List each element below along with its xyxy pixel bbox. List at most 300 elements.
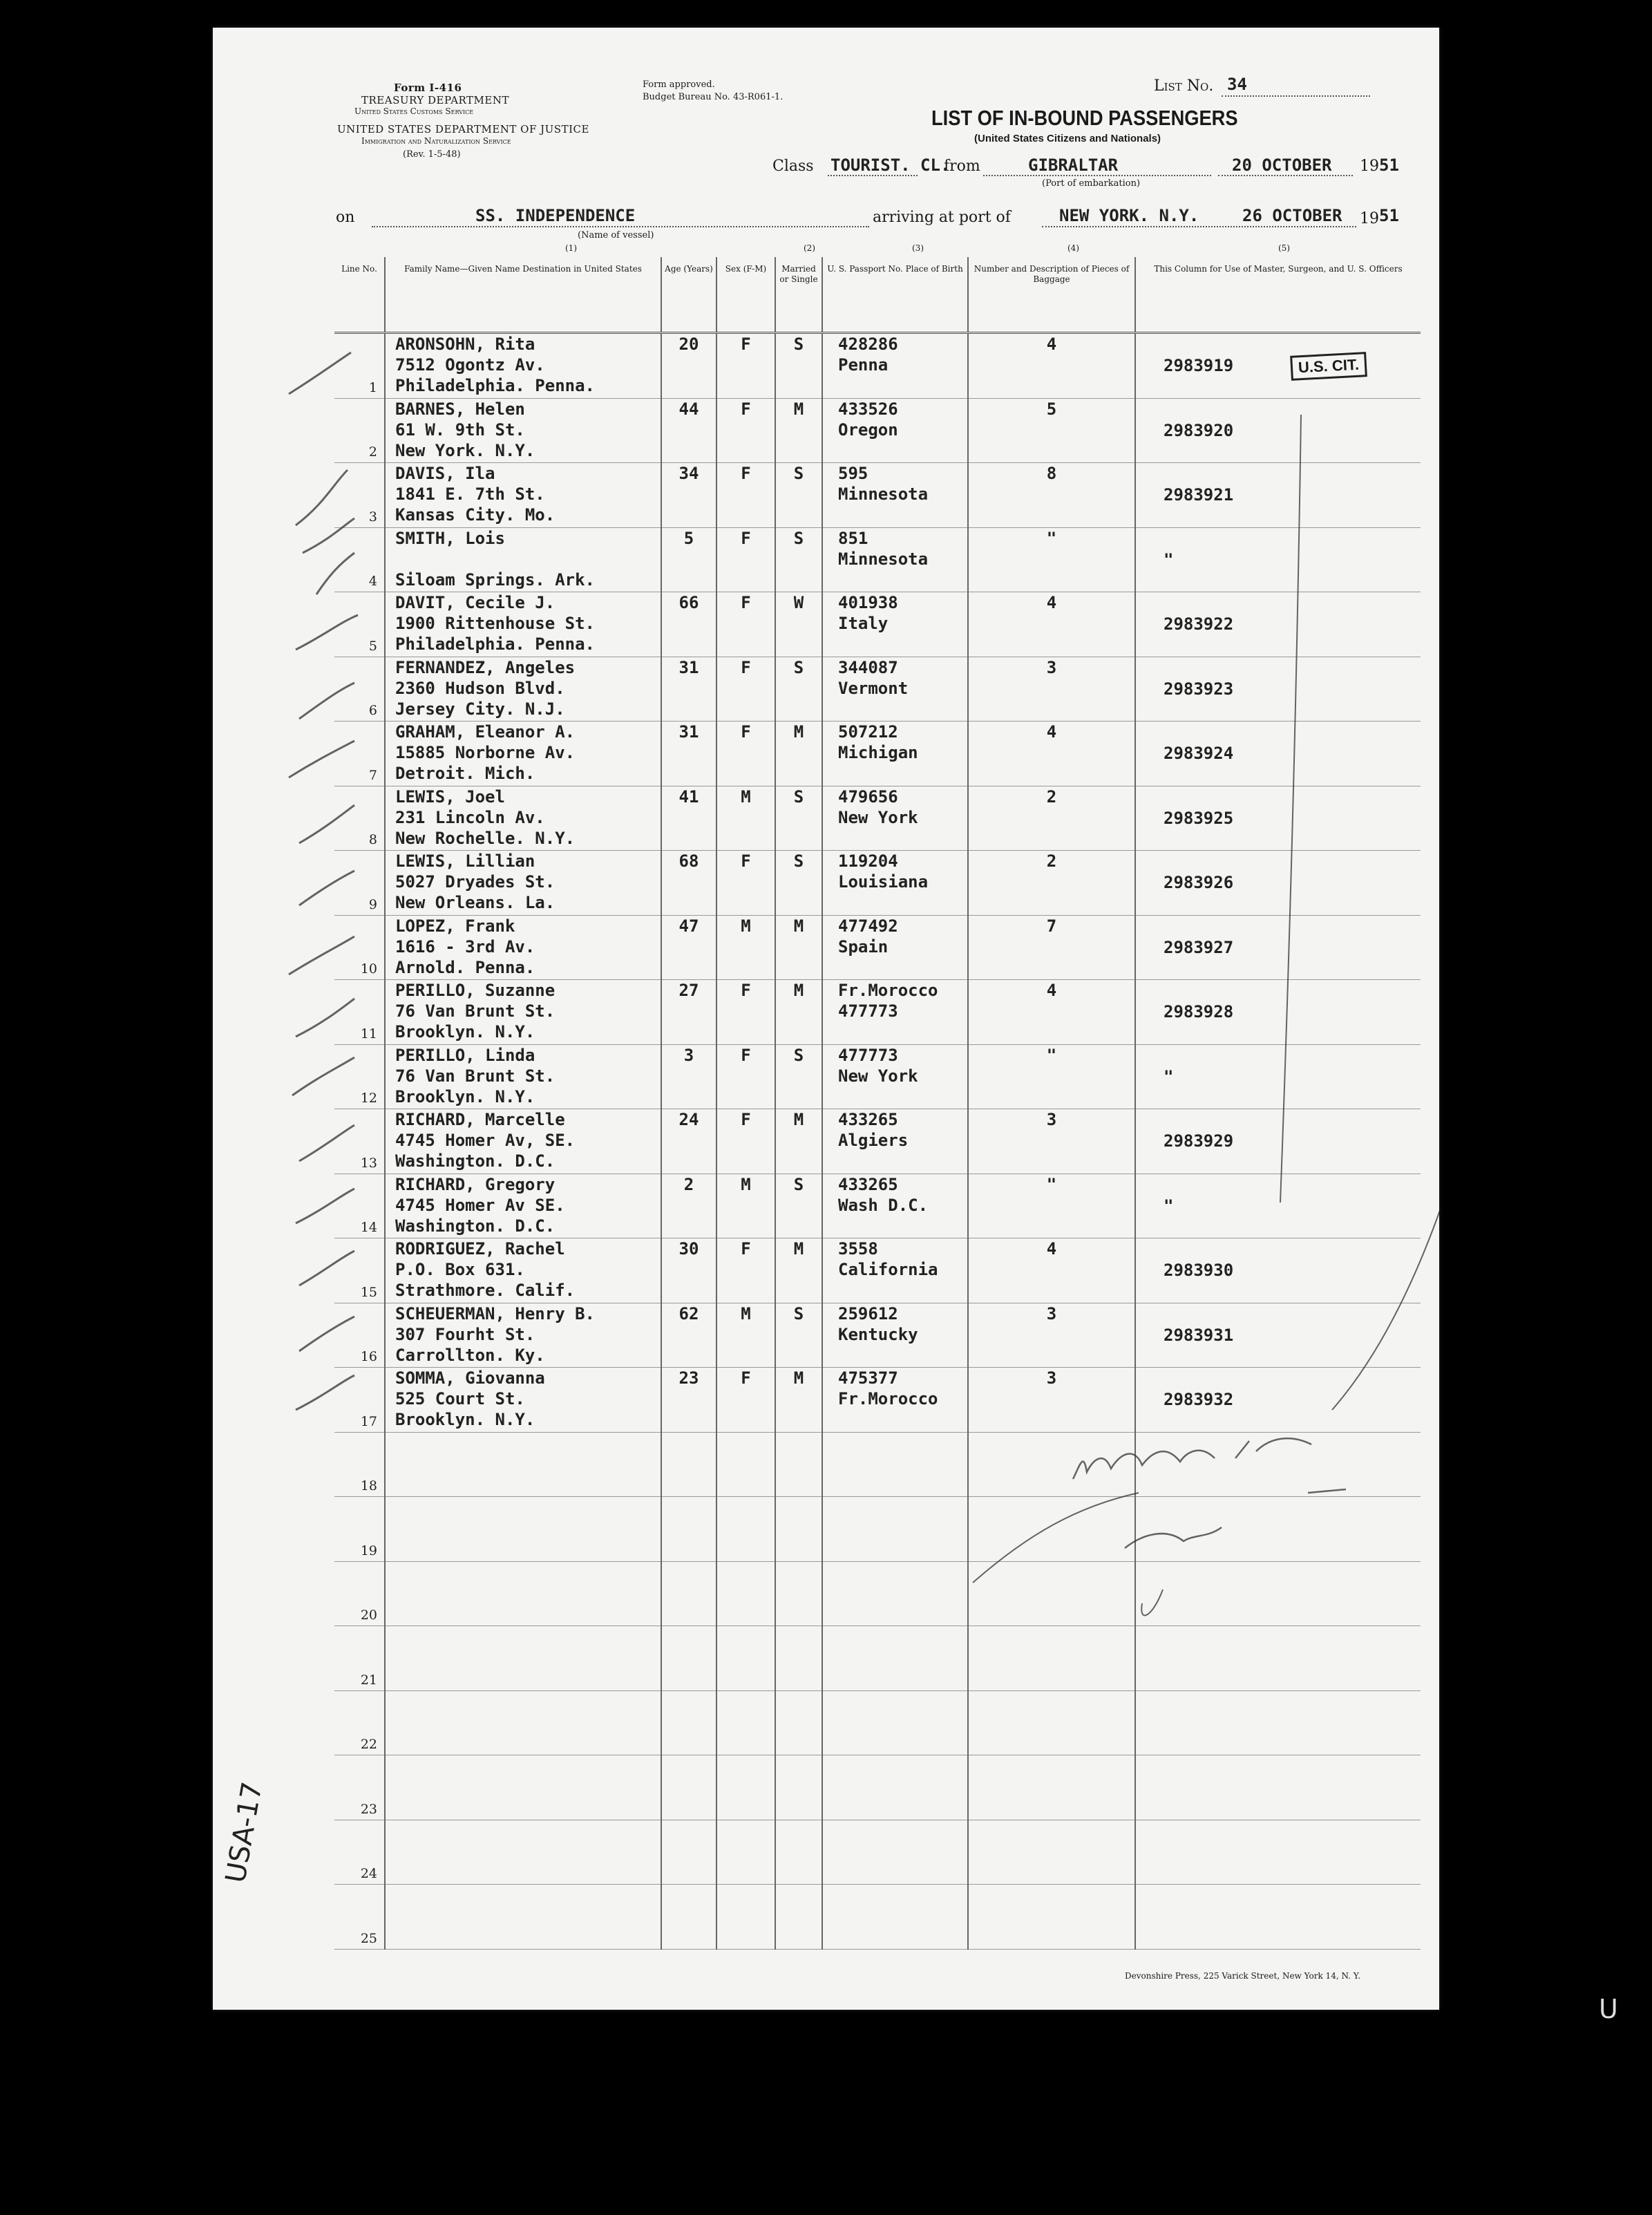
- passenger-name: LOPEZ, Frank: [395, 916, 515, 936]
- address-line-1: 307 Fourht St.: [395, 1324, 535, 1344]
- passenger-sex: F: [741, 1110, 751, 1129]
- table-cell: [775, 1690, 822, 1755]
- passenger-sex: [717, 1755, 775, 1776]
- address-line-1: 1900 Rittenhouse St.: [395, 614, 595, 633]
- passenger-sex: [717, 1497, 775, 1518]
- address-line-2: [395, 1797, 661, 1818]
- place-of-birth: [838, 1776, 967, 1797]
- page-title: LIST OF IN-BOUND PASSENGERS: [931, 106, 1238, 130]
- table-cell: [716, 527, 775, 592]
- class-label: Class: [772, 158, 814, 175]
- address-line-2: Detroit. Mich.: [395, 764, 535, 783]
- passenger-age: [662, 1626, 716, 1647]
- row-line-number: 7: [368, 767, 377, 783]
- address-line-2: Washington. D.C.: [395, 1216, 556, 1236]
- table-cell: [775, 592, 822, 657]
- address-line-1: P.O. Box 631.: [395, 1260, 525, 1279]
- address-line-1: 5027 Dryades St.: [395, 872, 556, 892]
- passport-number: [838, 1885, 967, 1905]
- table-cell: [385, 527, 661, 592]
- officer-number: 2983924: [1164, 744, 1234, 764]
- table-cell: [1135, 851, 1421, 916]
- class-value: TOURIST. CL.: [830, 155, 951, 175]
- passenger-name: PERILLO, Suzanne: [395, 981, 556, 1000]
- baggage-count: 4: [1046, 593, 1057, 612]
- address-line-2: [395, 1474, 661, 1495]
- address-line-1: 2360 Hudson Blvd.: [395, 678, 565, 698]
- address-line-2: [395, 1733, 661, 1753]
- table-cell: [775, 463, 822, 528]
- passenger-name: BARNES, Helen: [395, 399, 525, 419]
- marital-status: M: [793, 1368, 804, 1388]
- table-row: [334, 1626, 1421, 1691]
- marital-status: [776, 1497, 822, 1518]
- place-of-birth: Michigan: [838, 743, 918, 762]
- passenger-name: SOMMA, Giovanna: [395, 1368, 545, 1388]
- table-cell: [1135, 1755, 1421, 1820]
- officer-number: 2983932: [1164, 1390, 1234, 1410]
- table-cell: [822, 1690, 968, 1755]
- table-cell: [385, 1238, 661, 1303]
- table-cell: [385, 1690, 661, 1755]
- passport-number: 428286: [838, 334, 898, 354]
- baggage-count: 5: [1046, 399, 1057, 419]
- table-cell: [1135, 1432, 1421, 1497]
- table-cell: [822, 722, 968, 786]
- table-cell: [822, 1885, 968, 1950]
- table-cell: [968, 333, 1135, 399]
- departure-date: 20 OCTOBER: [1232, 155, 1332, 175]
- vessel-name: SS. INDEPENDENCE: [475, 206, 636, 225]
- baggage-count: 4: [1046, 1239, 1057, 1259]
- table-row: [334, 1044, 1421, 1109]
- address-line-2: Carrollton. Ky.: [395, 1345, 545, 1365]
- table-cell: [1135, 1820, 1421, 1885]
- table-cell: [716, 1497, 775, 1562]
- column-number: (4): [1067, 243, 1079, 253]
- col-header-sex: Sex (F-M): [716, 257, 775, 333]
- table-row: [334, 1174, 1421, 1238]
- row-line-number: 22: [360, 1737, 377, 1752]
- row-line-number: 1: [368, 379, 377, 395]
- table-cell: [968, 915, 1135, 980]
- table-cell: [385, 851, 661, 916]
- officer-number: [1164, 1713, 1421, 1733]
- row-line-number: 17: [360, 1413, 377, 1429]
- baggage-count: [969, 1691, 1134, 1712]
- baggage-count: 3: [1046, 1303, 1057, 1323]
- place-of-birth: Louisiana: [838, 872, 929, 892]
- passport-number: 433265: [838, 1174, 898, 1194]
- table-cell: [716, 980, 775, 1045]
- table-row: [334, 657, 1421, 722]
- passenger-name: SMITH, Lois: [395, 528, 505, 548]
- passenger-manifest-page: [213, 28, 1439, 2010]
- table-cell: [334, 851, 385, 916]
- table-row: [334, 980, 1421, 1045]
- address-line-1: 1841 E. 7th St.: [395, 484, 545, 504]
- table-cell: [334, 592, 385, 657]
- passenger-age: 44: [678, 399, 699, 419]
- passenger-sex: F: [741, 981, 751, 1000]
- table-cell: [822, 333, 968, 399]
- table-cell: [822, 1044, 968, 1109]
- table-cell: [775, 1820, 822, 1885]
- baggage-count: ": [1046, 528, 1057, 548]
- table-cell: [1135, 1109, 1421, 1174]
- table-cell: [661, 1885, 716, 1950]
- table-cell: [385, 1885, 661, 1950]
- address-line-1: [395, 1905, 661, 1926]
- officer-number: [1164, 1518, 1421, 1539]
- table-cell: [385, 333, 661, 399]
- table-cell: [334, 1432, 385, 1497]
- table-cell: [1135, 722, 1421, 786]
- col-header-line: Line No.: [334, 257, 385, 333]
- table-cell: [775, 657, 822, 722]
- table-row: [334, 786, 1421, 851]
- table-cell: [1135, 1561, 1421, 1626]
- marital-status: [776, 1562, 822, 1583]
- table-cell: [775, 1368, 822, 1433]
- table-cell: [1135, 915, 1421, 980]
- class-line: [828, 175, 918, 176]
- officer-number: [1164, 1583, 1421, 1604]
- passenger-sex: M: [741, 916, 751, 936]
- address-line-2: New Orleans. La.: [395, 893, 556, 912]
- passport-number: 119204: [838, 851, 898, 871]
- address-line-1: [395, 1841, 661, 1862]
- table-cell: [1135, 980, 1421, 1045]
- marital-status: S: [793, 657, 804, 677]
- marital-status: S: [793, 786, 804, 807]
- table-cell: [822, 1174, 968, 1238]
- table-cell: [1135, 1626, 1421, 1691]
- table-cell: [822, 1109, 968, 1174]
- table-cell: [385, 1303, 661, 1368]
- passenger-age: 34: [678, 464, 699, 483]
- address-line-1: 61 W. 9th St.: [395, 420, 525, 440]
- place-of-birth: 477773: [838, 1001, 898, 1021]
- table-cell: [661, 1238, 716, 1303]
- treasury-department: TREASURY DEPARTMENT: [361, 94, 509, 106]
- table-cell: [968, 786, 1135, 851]
- place-of-birth: [838, 1647, 967, 1668]
- col-header-baggage: Number and Description of Pieces of Baggage: [968, 257, 1135, 333]
- row-line-number: 20: [360, 1608, 377, 1623]
- address-line-2: New York. N.Y.: [395, 440, 535, 460]
- marital-status: S: [793, 334, 804, 354]
- place-of-birth: [838, 1712, 967, 1733]
- table-cell: [334, 657, 385, 722]
- arrival-date: 26 OCTOBER: [1242, 206, 1342, 225]
- table-cell: [661, 463, 716, 528]
- table-cell: [775, 851, 822, 916]
- table-cell: [334, 1885, 385, 1950]
- baggage-count: 3: [1046, 1110, 1057, 1129]
- baggage-count: [969, 1626, 1134, 1647]
- table-row: [334, 1109, 1421, 1174]
- address-line-1: 1616 - 3rd Av.: [395, 936, 535, 956]
- place-of-birth: Oregon: [838, 420, 898, 440]
- baggage-count: 3: [1046, 657, 1057, 677]
- officer-number: [1164, 1648, 1421, 1668]
- table-cell: [661, 1497, 716, 1562]
- passenger-name: PERILLO, Linda: [395, 1045, 535, 1065]
- table-cell: [968, 1885, 1135, 1950]
- table-cell: [716, 333, 775, 399]
- table-cell: [716, 1885, 775, 1950]
- row-line-number: 23: [360, 1801, 377, 1817]
- marital-status: [776, 1691, 822, 1712]
- table-row: [334, 333, 1421, 399]
- passenger-sex: M: [741, 786, 751, 807]
- arriving-label: arriving at port of: [873, 209, 1011, 226]
- baggage-count: [969, 1885, 1134, 1905]
- table-cell: [775, 1561, 822, 1626]
- passenger-name: [395, 1755, 661, 1776]
- customs-service: United States Customs Service: [354, 106, 474, 116]
- passenger-age: [662, 1885, 716, 1905]
- passport-number: 259612: [838, 1303, 898, 1323]
- passenger-sex: F: [741, 722, 751, 742]
- passenger-name: [395, 1885, 661, 1905]
- passenger-name: [395, 1497, 661, 1518]
- baggage-count: [969, 1562, 1134, 1583]
- marital-status: [776, 1626, 822, 1647]
- table-cell: [1135, 333, 1421, 399]
- table-cell: [968, 1303, 1135, 1368]
- arrival-port: NEW YORK. N.Y.: [1059, 206, 1199, 225]
- arrival-line: [1042, 226, 1356, 227]
- row-line-number: 9: [368, 896, 377, 912]
- table-cell: [334, 1497, 385, 1562]
- address-line-1: 7512 Ogontz Av.: [395, 355, 545, 375]
- table-cell: [822, 1626, 968, 1691]
- table-cell: [822, 1238, 968, 1303]
- table-cell: [968, 1755, 1135, 1820]
- passenger-sex: F: [741, 334, 751, 354]
- table-cell: [716, 1561, 775, 1626]
- passenger-sex: [717, 1885, 775, 1905]
- place-of-birth: [838, 1583, 967, 1603]
- passenger-sex: F: [741, 1045, 751, 1065]
- address-line-2: New Rochelle. N.Y.: [395, 828, 576, 848]
- table-cell: [822, 1820, 968, 1885]
- row-line-number: 19: [360, 1543, 377, 1558]
- table-cell: [775, 1044, 822, 1109]
- table-cell: [716, 1303, 775, 1368]
- table-cell: [716, 592, 775, 657]
- table-cell: [822, 592, 968, 657]
- passenger-sex: M: [741, 1303, 751, 1323]
- table-cell: [822, 1497, 968, 1562]
- table-cell: [968, 527, 1135, 592]
- table-cell: [822, 1561, 968, 1626]
- passenger-age: 2: [683, 1174, 694, 1194]
- table-row: [334, 463, 1421, 528]
- table-cell: [661, 1368, 716, 1433]
- marital-status: M: [793, 722, 804, 742]
- marital-status: [776, 1885, 822, 1905]
- table-cell: [775, 1626, 822, 1691]
- passenger-sex: [717, 1626, 775, 1647]
- table-cell: [716, 1432, 775, 1497]
- table-cell: [968, 1238, 1135, 1303]
- table-cell: [385, 915, 661, 980]
- table-row: [334, 1368, 1421, 1433]
- table-cell: [661, 527, 716, 592]
- table-header-row: [334, 257, 1421, 333]
- table-cell: [661, 1303, 716, 1368]
- passport-number: 851: [838, 528, 868, 548]
- table-cell: [1135, 1238, 1421, 1303]
- table-cell: [661, 1109, 716, 1174]
- table-cell: [775, 1755, 822, 1820]
- passenger-name: RICHARD, Marcelle: [395, 1110, 565, 1129]
- revision-date: (Rev. 1-5-48): [403, 149, 461, 160]
- table-cell: [334, 1044, 385, 1109]
- table-cell: [822, 851, 968, 916]
- col-header-name: Family Name—Given Name Destination in United States: [385, 257, 661, 333]
- form-approved: Form approved.: [643, 79, 715, 90]
- address-line-2: Brooklyn. N.Y.: [395, 1022, 535, 1041]
- table-cell: [716, 1174, 775, 1238]
- table-cell: [1135, 463, 1421, 528]
- port-embark-caption: (Port of embarkation): [1042, 178, 1141, 189]
- marital-status: [776, 1755, 822, 1776]
- address-line-1: 231 Lincoln Av.: [395, 807, 545, 827]
- table-cell: [385, 786, 661, 851]
- address-line-1: 4745 Homer Av, SE.: [395, 1131, 576, 1150]
- table-cell: [716, 463, 775, 528]
- place-of-birth: New York: [838, 1066, 918, 1086]
- place-of-birth: Wash D.C.: [838, 1195, 929, 1215]
- list-number-line: [1222, 95, 1370, 97]
- officer-number: 2983921: [1164, 485, 1234, 505]
- table-cell: [775, 333, 822, 399]
- passenger-sex: F: [741, 399, 751, 419]
- passenger-name: FERNANDEZ, Angeles: [395, 657, 576, 677]
- passenger-sex: [717, 1691, 775, 1712]
- passenger-name: RICHARD, Gregory: [395, 1174, 556, 1194]
- table-cell: [716, 398, 775, 463]
- marital-status: S: [793, 1303, 804, 1323]
- officer-number: [1164, 1777, 1421, 1798]
- table-cell: [775, 722, 822, 786]
- table-cell: [334, 1303, 385, 1368]
- row-line-number: 15: [360, 1284, 377, 1300]
- table-cell: [334, 527, 385, 592]
- col-header-passport: U. S. Passport No. Place of Birth: [822, 257, 968, 333]
- table-cell: [385, 980, 661, 1045]
- table-cell: [775, 980, 822, 1045]
- place-of-birth: [838, 1453, 967, 1474]
- officer-number: [1164, 1454, 1421, 1475]
- table-cell: [661, 1561, 716, 1626]
- place-of-birth: Kentucky: [838, 1324, 918, 1344]
- marital-status: M: [793, 981, 804, 1000]
- passenger-sex: F: [741, 593, 751, 612]
- passport-number: 479656: [838, 786, 898, 807]
- address-line-1: [395, 1647, 661, 1668]
- address-line-1: 76 Van Brunt St.: [395, 1066, 556, 1086]
- table-cell: [968, 463, 1135, 528]
- row-line-number: 6: [368, 703, 377, 718]
- passenger-name: ARONSOHN, Rita: [395, 334, 535, 354]
- address-line-2: Jersey City. N.J.: [395, 699, 565, 719]
- address-line-2: [395, 1862, 661, 1883]
- immigration-service: Immigration and Naturalization Service: [361, 136, 511, 146]
- passenger-sex: F: [741, 851, 751, 871]
- table-cell: [716, 657, 775, 722]
- vessel-line: [372, 226, 869, 227]
- passport-number: Fr.Morocco: [838, 981, 938, 1000]
- table-cell: [661, 592, 716, 657]
- passport-number: 344087: [838, 657, 898, 677]
- row-line-number: 8: [368, 832, 377, 847]
- table-cell: [968, 1368, 1135, 1433]
- place-of-birth: Fr.Morocco: [838, 1389, 938, 1408]
- table-cell: [1135, 592, 1421, 657]
- table-cell: [334, 1238, 385, 1303]
- passport-number: [838, 1755, 967, 1776]
- table-cell: [775, 1303, 822, 1368]
- table-cell: [716, 1368, 775, 1433]
- passport-number: [838, 1626, 967, 1647]
- table-cell: [968, 657, 1135, 722]
- table-row: [334, 915, 1421, 980]
- passenger-age: 68: [678, 851, 699, 871]
- table-cell: [822, 527, 968, 592]
- address-line-1: [395, 1712, 661, 1733]
- place-of-birth: New York: [838, 807, 918, 827]
- passenger-age: 31: [678, 722, 699, 742]
- marital-status: M: [793, 916, 804, 936]
- table-cell: [661, 398, 716, 463]
- table-row: [334, 1885, 1421, 1950]
- marital-status: M: [793, 1239, 804, 1259]
- row-line-number: 10: [360, 961, 377, 977]
- table-cell: [385, 463, 661, 528]
- table-cell: [334, 722, 385, 786]
- passenger-sex: F: [741, 1368, 751, 1388]
- baggage-count: 4: [1046, 981, 1057, 1000]
- table-cell: [968, 1561, 1135, 1626]
- table-cell: [661, 657, 716, 722]
- place-of-birth: Vermont: [838, 678, 909, 698]
- passenger-name: [395, 1433, 661, 1453]
- passenger-age: 66: [678, 593, 699, 612]
- baggage-count: 4: [1046, 722, 1057, 742]
- table-row: [334, 1303, 1421, 1368]
- table-cell: [334, 1174, 385, 1238]
- table-cell: [968, 1044, 1135, 1109]
- table-row: [334, 851, 1421, 916]
- baggage-count: 2: [1046, 851, 1057, 871]
- page-subtitle: (United States Citizens and Nationals): [974, 133, 1161, 144]
- officer-number: 2983919: [1164, 356, 1234, 376]
- row-line-number: 24: [360, 1866, 377, 1881]
- place-of-birth: Minnesota: [838, 484, 929, 504]
- passport-number: 433265: [838, 1110, 898, 1129]
- table-cell: [661, 980, 716, 1045]
- passport-number: 401938: [838, 593, 898, 612]
- table-cell: [822, 1432, 968, 1497]
- table-cell: [716, 1109, 775, 1174]
- passenger-name: DAVIT, Cecile J.: [395, 593, 556, 612]
- row-line-number: 2: [368, 444, 377, 460]
